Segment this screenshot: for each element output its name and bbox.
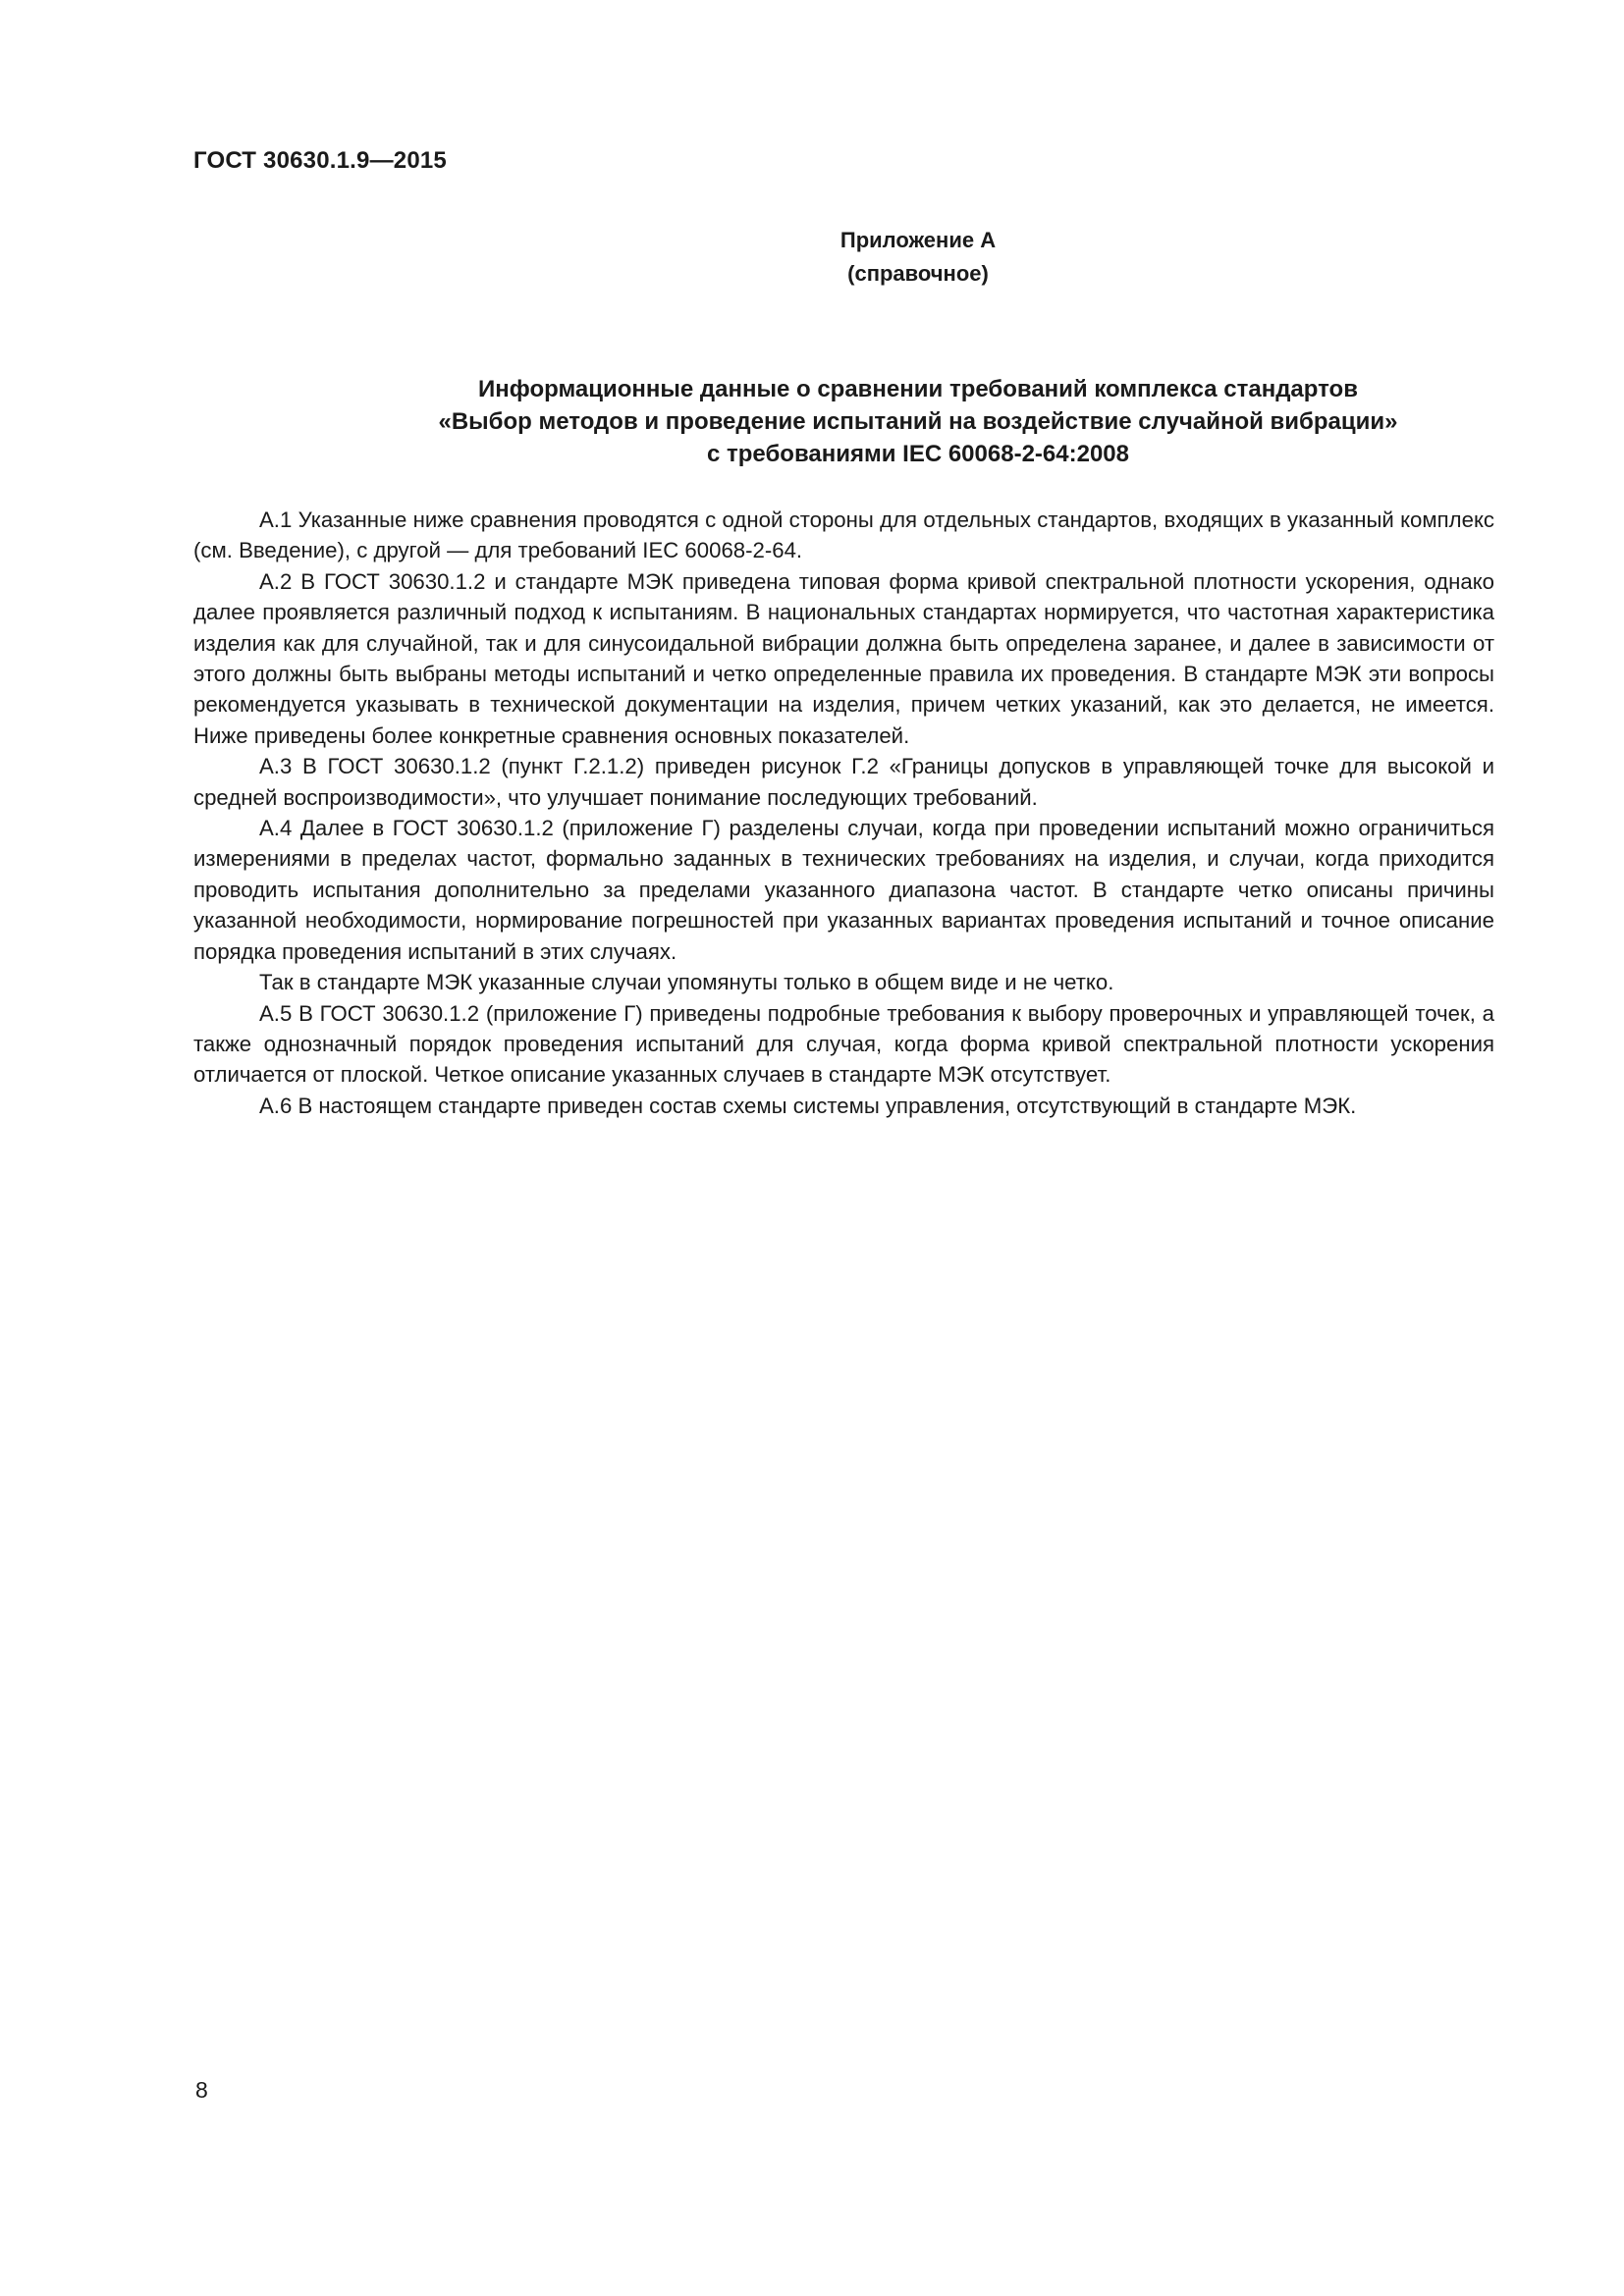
paragraph-a5: А.5 В ГОСТ 30630.1.2 (приложение Г) приведены подробные требования к выбору проверочных и управляющей точек, а также однозначный порядок проведения испытаний для случая, когда форма кривой спектральной плотности ускорения отличается от плоской. Четкое описание указанных случаев в стандарте МЭК отсутствует. [193,1000,1494,1088]
document-code: ГОСТ 30630.1.9—2015 [193,147,447,174]
paragraph-a2: А.2 В ГОСТ 30630.1.2 и стандарте МЭК приведена типовая форма кривой спектральной плотности ускорения, однако далее проявляется различный подход к испытаниям. В национальных стандартах нормируется, что частотная характеристика изделия как для случайной, так и для синусоидальной вибрации должна быть определена заранее, и далее в зависимости от этого должны быть выбраны методы испытаний и четко определенные правила их проведения. В стандарте МЭК эти вопросы рекомендуется указывать в технической документации на изделия, причем четких указаний, как это делается, не имеется. Ниже приведены более конкретные сравнения основных показателей. [193,568,1494,748]
paragraph-a4: А.4 Далее в ГОСТ 30630.1.2 (приложение Г) разделены случаи, когда при проведении испытаний можно ограничиться измерениями в пределах частот, формально заданных в технических требованиях на изделия, и случаи, когда приходится проводить испытания дополнительно за пределами указанного диапазона частот. В стандарте четко описаны причины указанной необходимости, нормирование погрешностей при указанных вариантах проведения испытаний и точное описание порядка проведения испытаний в этих случаях. [193,816,1494,964]
paragraph-a3: А.3 В ГОСТ 30630.1.2 (пункт Г.2.1.2) приведен рисунок Г.2 «Границы допусков в управляющей точке для высокой и средней воспроизводимости», что улучшает понимание последующих требований. [193,754,1494,810]
paragraph-a1: А.1 Указанные ниже сравнения проводятся с одной стороны для отдельных стандартов, входящих в указанный комплекс (см. Введение), с другой — для требований IEC 60068-2-64. [193,507,1494,563]
appendix-label: Приложение А [839,228,997,252]
appendix-type: (справочное) [847,261,989,286]
page-number: 8 [195,2077,208,2103]
page-title [0,373,1624,470]
title-line: с требованиями IEC 60068-2-64:2008 [707,441,1129,467]
title-line: «Выбор методов и проведение испытаний на воздействие случайной вибрации» [438,408,1398,435]
paragraph-a4-note: Так в стандарте МЭК указанные случаи упомянуты только в общем виде и не четко. [259,970,1114,995]
appendix-heading [0,224,1624,291]
title-line: Информационные данные о сравнении требований комплекса стандартов [478,376,1358,402]
body-text [193,505,1494,1121]
paragraph-a6: А.6 В настоящем стандарте приведен состав схемы системы управления, отсутствующий в стандарте МЭК. [259,1093,1357,1118]
